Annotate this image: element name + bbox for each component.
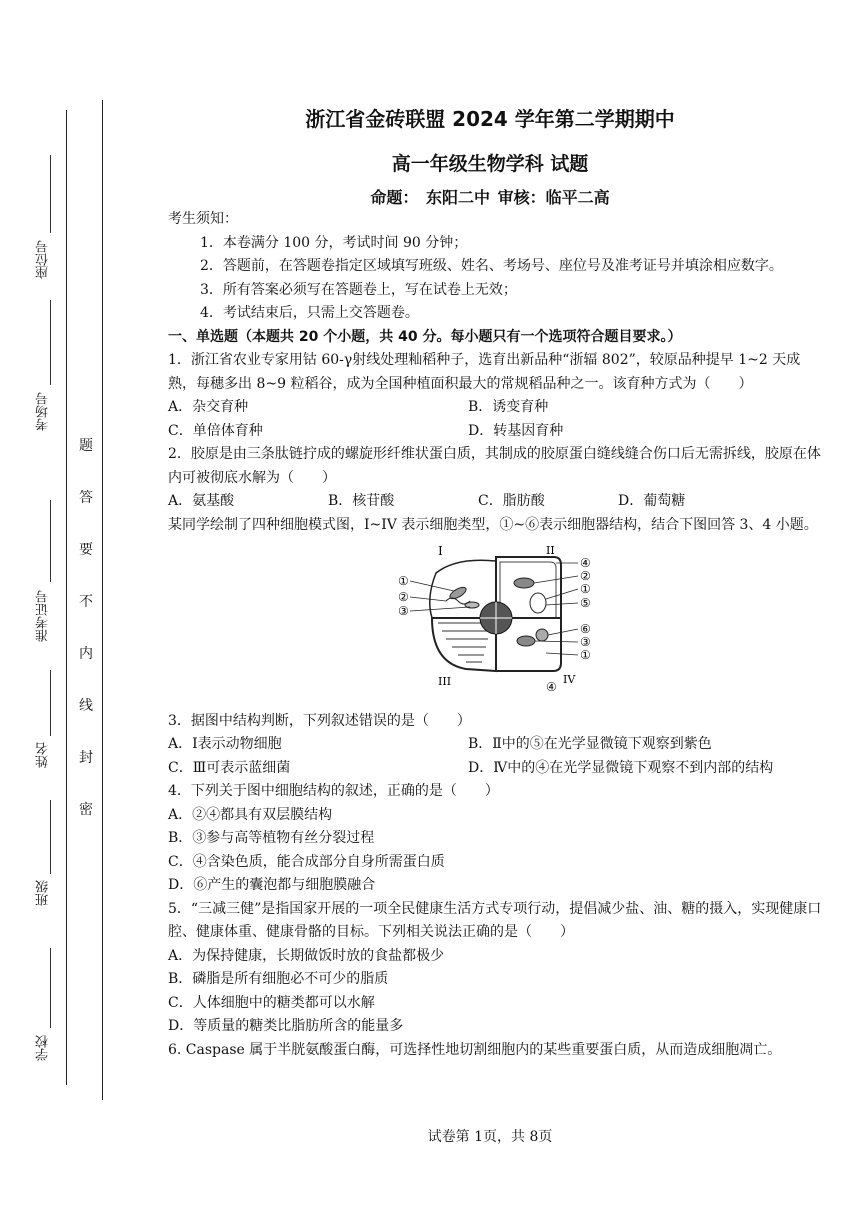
binding-line-inner — [102, 100, 103, 1100]
side-label-room: 考场号 — [36, 392, 51, 431]
vacuole-shape — [530, 593, 546, 613]
question-1-options-row1 — [168, 396, 828, 420]
page-footer: 试卷第 1页，共 8页 — [427, 1129, 553, 1145]
seal-char: 答 — [79, 490, 93, 506]
exam-authors: 命题： 东阳二中 审核：临平二高 — [370, 188, 610, 207]
mark-left: ② — [398, 590, 409, 604]
seal-char: 内 — [79, 646, 93, 662]
option-c: C．脂肪酸 — [478, 493, 545, 509]
chloroplast-shape — [514, 578, 534, 588]
seal-char: 不 — [79, 594, 93, 610]
mark-right: ⑥ — [580, 622, 591, 636]
option-d: D．葡萄糖 — [618, 493, 686, 509]
side-label-seat: 座位号 — [36, 240, 51, 279]
seal-char: 要 — [79, 542, 93, 558]
questions-3-4-intro: 某同学绘制了四种细胞模式图，I~IV 表示细胞类型，①~⑥表示细胞器结构，结合下图回答 3、4 小题。 — [168, 516, 818, 533]
seal-char: 线 — [79, 698, 93, 714]
notice-item: 4．考试结束后，只需上交答题卷。 — [200, 305, 419, 321]
side-blank-school — [50, 948, 51, 1028]
mark-right: ⑤ — [580, 596, 591, 610]
notice-item: 1．本卷满分 100 分，考试时间 90 分钟； — [200, 234, 468, 251]
cell-diagram — [396, 543, 596, 693]
notice-heading: 考生须知： — [168, 211, 238, 227]
mark-left: ③ — [398, 604, 409, 618]
seal-char: 封 — [79, 750, 93, 766]
question-1-stem: 1．浙江省农业专家用钴 60-γ射线处理籼稻种子，选育出新品种“浙辐 802”，较原品种提早 1~2 天成熟，每穗多出 8~9 粒稻谷，成为全国种植面积最大的常规稻品种之一。该育种方式为（ ） — [168, 352, 801, 392]
option-b: B．Ⅱ中的⑤在光学显微镜下观察到紫色 — [468, 736, 712, 752]
question-3-stem: 3．据图中结构判断，下列叙述错误的是（ ） — [168, 712, 471, 729]
question-2-stem: 2．胶原是由三条肽链拧成的螺旋形纤维状蛋白质，其制成的胶原蛋白缝线缝合伤口后无需拆线，胶原在体内可被彻底水解为（ ） — [168, 446, 821, 486]
side-label-class: 班级 — [36, 880, 51, 906]
option-a: A．氨基酸 — [168, 493, 235, 509]
option-b: B．磷脂是所有细胞必不可少的脂质 — [168, 971, 389, 987]
mark-bottom: ④ — [546, 680, 557, 693]
option-c: C．④含染色质，能合成部分自身所需蛋白质 — [168, 853, 445, 870]
seal-char: 题 — [79, 438, 93, 454]
question-3-options-row2 — [168, 757, 828, 781]
seal-line-text — [74, 420, 98, 836]
question-2-options — [168, 490, 828, 514]
label-quadrant-3: III — [438, 675, 452, 688]
section-heading: 一、单选题（本题共 20 个小题，共 40 分。每小题只有一个选项符合题目要求。） — [168, 328, 682, 345]
option-a: A．Ⅰ表示动物细胞 — [168, 736, 282, 752]
question-5-stem: 5．“三减三健”是指国家开展的一项全民健康生活方式专项行动，提倡减少盐、油、糖的摄入，实现健康口腔、健康体重、健康骨骼的目标。下列相关说法正确的是（ ） — [168, 900, 822, 940]
side-label-ticket: 准考证号 — [36, 590, 51, 642]
option-b: B．③参与高等植物有丝分裂过程 — [168, 830, 375, 846]
option-d: D．Ⅳ中的④在光学显微镜下观察不到内部的结构 — [468, 759, 774, 776]
option-d: D．转基因育种 — [468, 422, 564, 439]
mark-right: ① — [580, 582, 591, 596]
mark-right: ② — [580, 569, 591, 583]
question-6-stem: 6. Caspase 属于半胱氨酸蛋白酶，可选择性地切割细胞内的某些重要蛋白质，从而造成细胞凋亡。 — [168, 1041, 782, 1058]
option-a: A．②④都具有双层膜结构 — [168, 806, 333, 823]
option-a: A．为保持健康，长期做饭时放的食盐都极少 — [168, 947, 445, 964]
mark-right: ④ — [580, 556, 591, 570]
mark-right: ① — [580, 648, 591, 662]
option-c: C．单倍体育种 — [168, 422, 263, 439]
notice-item: 2．答题前，在答题卷指定区域填写班级、姓名、考场号、座位号及准考证号并填涂相应数字。 — [200, 258, 783, 274]
label-quadrant-4: IV — [563, 673, 576, 686]
exam-body — [168, 208, 828, 1062]
option-d: D．⑥产生的囊泡都与细胞膜融合 — [168, 877, 376, 893]
side-blank-ticket — [50, 500, 51, 582]
option-c: C．Ⅲ可表示蓝细菌 — [168, 759, 291, 776]
exam-title: 浙江省金砖联盟 2024 学年第二学期期中 — [305, 107, 675, 131]
side-label-name: 姓名 — [36, 742, 51, 768]
binding-line-outer — [66, 110, 67, 1085]
seal-char: 密 — [79, 802, 93, 818]
mark-right: ③ — [580, 635, 591, 649]
side-label-school: 学校 — [36, 1035, 51, 1061]
label-quadrant-2: II — [546, 544, 555, 557]
side-blank-name — [50, 670, 51, 736]
option-a: A．杂交育种 — [168, 399, 249, 415]
option-b: B．核苷酸 — [328, 493, 395, 509]
side-blank-class — [50, 800, 51, 874]
option-c: C．人体细胞中的糖类都可以水解 — [168, 994, 375, 1011]
centriole-shape — [536, 629, 548, 641]
option-d: D．等质量的糖类比脂肪所含的能量多 — [168, 1018, 404, 1034]
side-blank-room — [50, 300, 51, 385]
question-3-options-row1 — [168, 733, 828, 757]
question-1-options-row2 — [168, 420, 828, 444]
option-b: B．诱变育种 — [468, 399, 549, 415]
label-quadrant-1: I — [438, 544, 443, 558]
notice-item: 3．所有答案必须写在答题卷上，写在试卷上无效； — [200, 281, 517, 298]
chloroplast-shape — [517, 636, 535, 646]
exam-subtitle: 高一年级生物学科 试题 — [391, 153, 589, 175]
question-4-stem: 4．下列关于图中细胞结构的叙述，正确的是（ ） — [168, 783, 499, 799]
mark-left: ① — [398, 574, 409, 588]
